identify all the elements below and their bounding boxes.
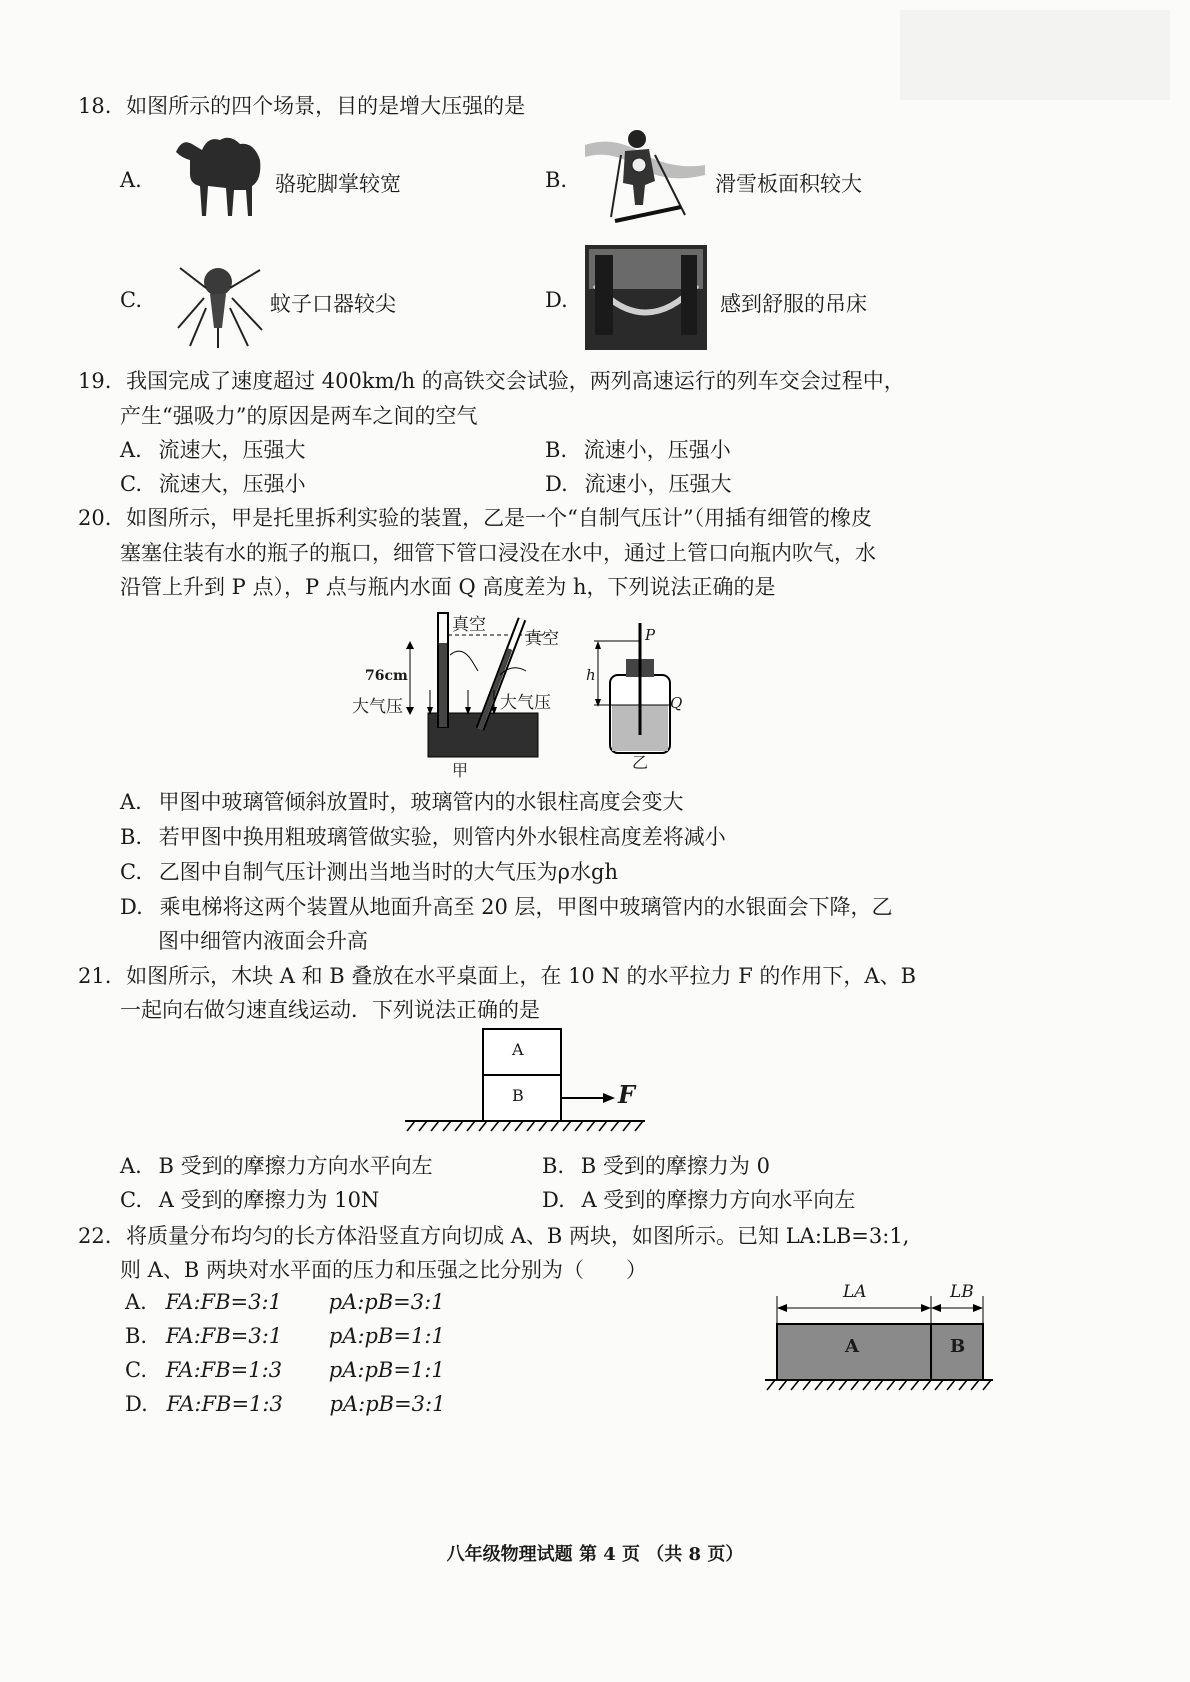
hammock-image bbox=[585, 245, 707, 350]
mosquito-image bbox=[170, 258, 270, 350]
force-ratio: FA:FB=1:3 bbox=[166, 1392, 283, 1416]
question-text-tail: A:LB=3:1, bbox=[799, 1224, 910, 1248]
pressure-ratio: pA:pB=3:1 bbox=[328, 1290, 445, 1314]
q20-stem-line2: 塞塞住装有水的瓶子的瓶口，细管下管口浸没在水中，通过上管口向瓶内吹气，水 bbox=[120, 541, 876, 565]
option-text: B 受到的摩擦力方向水平向左 bbox=[158, 1154, 433, 1178]
scan-artifact bbox=[900, 10, 1170, 100]
q18-option-c-text: 蚊子口器较尖 bbox=[270, 292, 396, 316]
q22-option-d bbox=[125, 1392, 445, 1416]
question-number: 21. bbox=[78, 964, 112, 988]
question-number: 18. bbox=[78, 94, 112, 118]
question-text: 如图所示，甲是托里拆利实验的装置，乙是一个“自制气压计”（用插有细管的橡皮 bbox=[126, 506, 873, 530]
option-letter: C. bbox=[120, 1188, 142, 1212]
option-letter: B. bbox=[120, 825, 143, 849]
q21-stem-line2: 一起向右做匀速直线运动．下列说法正确的是 bbox=[120, 998, 540, 1022]
q19-stem-line1 bbox=[78, 365, 905, 395]
option-letter: B. bbox=[545, 438, 568, 462]
q19-stem-line2: 产生“强吸力”的原因是两车之间的空气 bbox=[120, 404, 478, 428]
option-text: 若甲图中换用粗玻璃管做实验，则管内外水银柱高度差将减小 bbox=[158, 825, 726, 849]
q18-option-c-letter: C. bbox=[120, 288, 142, 312]
force-f-label: F bbox=[618, 1080, 636, 1109]
option-text: 乘电梯将这两个装置从地面升高至 20 层，甲图中玻璃管内的水银面会下降，乙 bbox=[159, 895, 893, 919]
page-footer: 八年级物理试题 第 4 页 （共 8 页） bbox=[446, 1544, 744, 1565]
option-letter: C. bbox=[120, 860, 142, 884]
block-b-label: B bbox=[950, 1336, 966, 1357]
q21-stem-line1 bbox=[78, 960, 916, 990]
q21-option-a bbox=[120, 1150, 433, 1180]
force-ratio: FA:FB=3:1 bbox=[165, 1290, 282, 1314]
height-h-label: h bbox=[586, 666, 596, 684]
question-number: 22. bbox=[78, 1224, 112, 1248]
atm-label-2: 大气压 bbox=[500, 693, 551, 713]
q18-stem bbox=[78, 90, 525, 120]
q19-option-a bbox=[120, 434, 306, 464]
block-b-label: B bbox=[512, 1086, 524, 1105]
q22-option-c bbox=[125, 1358, 445, 1382]
option-text: A 受到的摩擦力方向水平向左 bbox=[581, 1188, 856, 1212]
q19-option-c bbox=[120, 468, 306, 498]
force-ratio: FA:FB=3:1 bbox=[165, 1324, 283, 1348]
point-q-label: Q bbox=[670, 694, 683, 712]
question-text: 我国完成了速度超过 400km/h 的高铁交会试验，两列高速运行的列车交会过程中， bbox=[126, 369, 905, 393]
q18-option-b-text: 滑雪板面积较大 bbox=[715, 172, 862, 196]
q20-option-c bbox=[120, 856, 618, 886]
q19-option-b bbox=[545, 434, 731, 464]
camel-image bbox=[168, 130, 268, 228]
q22-stem-line1 bbox=[78, 1220, 909, 1250]
figure-yi-label: 乙 bbox=[632, 753, 649, 772]
q18-option-d-letter: D. bbox=[545, 288, 568, 312]
option-letter: A. bbox=[125, 1290, 147, 1314]
q21-option-b bbox=[542, 1150, 770, 1180]
q21-option-c bbox=[120, 1184, 379, 1214]
option-text: B 受到的摩擦力为 0 bbox=[580, 1154, 770, 1178]
q20-stem-line3: 沿管上升到 P 点），P 点与瓶内水面 Q 高度差为 h，下列说法正确的是 bbox=[120, 575, 776, 599]
pressure-ratio: pA:pB=1:1 bbox=[328, 1358, 445, 1382]
q22-option-b bbox=[125, 1324, 445, 1348]
option-letter: D. bbox=[120, 895, 143, 919]
question-text: 如图所示，木块 A 和 B 叠放在水平桌面上，在 10 N 的水平拉力 F 的作用下，A、B bbox=[126, 964, 917, 988]
option-letter: A. bbox=[120, 1154, 142, 1178]
q18-option-a-text: 骆驼脚掌较宽 bbox=[275, 172, 401, 196]
q20-stem-line1 bbox=[78, 502, 872, 532]
q20-option-d bbox=[120, 891, 893, 921]
skier-image bbox=[585, 125, 705, 230]
option-text: 流速小，压强小 bbox=[583, 438, 731, 462]
q20-option-a bbox=[120, 786, 684, 816]
option-letter: B. bbox=[125, 1324, 148, 1348]
height-label: 76cm bbox=[365, 668, 408, 684]
vacuum-label-2: 真空 bbox=[525, 629, 559, 649]
q20-option-b bbox=[120, 821, 726, 851]
block-a-label: A bbox=[512, 1040, 524, 1059]
q19-option-d bbox=[545, 468, 731, 498]
length-la-label: LA bbox=[843, 1282, 867, 1302]
option-letter: D. bbox=[542, 1188, 565, 1212]
option-letter: C. bbox=[120, 472, 142, 496]
option-letter: D. bbox=[545, 472, 568, 496]
q21-option-d bbox=[542, 1184, 855, 1214]
option-text: 流速大，压强大 bbox=[158, 438, 306, 462]
option-letter: A. bbox=[120, 790, 142, 814]
question-text: 将质量分布均匀的长方体沿竖直方向切成 A、B 两块，如图所示。已知 L bbox=[126, 1224, 800, 1248]
q18-option-d-text: 感到舒服的吊床 bbox=[720, 292, 867, 316]
q18-option-a-letter: A. bbox=[120, 168, 142, 192]
question-number: 19. bbox=[78, 369, 112, 393]
question-number: 20. bbox=[78, 506, 112, 530]
option-letter: D. bbox=[125, 1392, 148, 1416]
option-letter: A. bbox=[120, 438, 142, 462]
option-text: 甲图中玻璃管倾斜放置时，玻璃管内的水银柱高度会变大 bbox=[158, 790, 684, 814]
q22-stem-line2: 则 A、B 两块对水平面的压力和压强之比分别为（ ） bbox=[120, 1258, 647, 1282]
option-text: 流速大，压强小 bbox=[158, 472, 306, 496]
pressure-ratio: pA:pB=3:1 bbox=[329, 1392, 446, 1416]
force-ratio: FA:FB=1:3 bbox=[165, 1358, 283, 1382]
option-text: 流速小，压强大 bbox=[584, 472, 732, 496]
block-a-label: A bbox=[845, 1336, 859, 1357]
option-text: 乙图中自制气压计测出当地当时的大气压为ρ水gh bbox=[158, 860, 618, 884]
q18-option-b-letter: B. bbox=[545, 168, 568, 192]
length-lb-label: LB bbox=[950, 1282, 974, 1302]
atm-label-1: 大气压 bbox=[352, 697, 403, 717]
figure-jia-label: 甲 bbox=[452, 761, 469, 780]
vacuum-label-1: 真空 bbox=[452, 615, 486, 635]
option-letter: B. bbox=[542, 1154, 565, 1178]
point-p-label: P bbox=[645, 626, 656, 644]
option-text: A 受到的摩擦力为 10N bbox=[158, 1188, 380, 1212]
option-letter: C. bbox=[125, 1358, 147, 1382]
pressure-ratio: pA:pB=1:1 bbox=[328, 1324, 445, 1348]
q20-option-d-cont: 图中细管内液面会升高 bbox=[158, 929, 368, 953]
q22-option-a bbox=[125, 1290, 445, 1314]
question-text: 如图所示的四个场景，目的是增大压强的是 bbox=[126, 94, 526, 118]
